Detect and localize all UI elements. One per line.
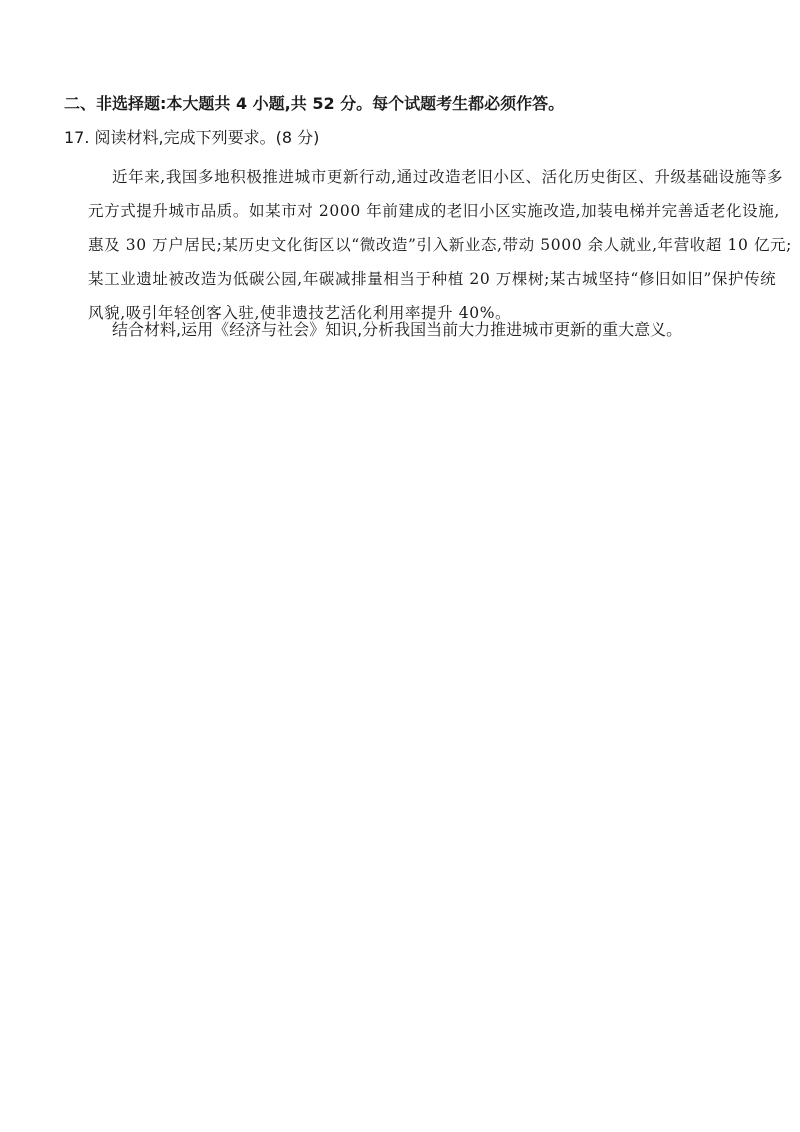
question-instruction: 结合材料,运用《经济与社会》知识,分析我国当前大力推进城市更新的重大意义。 — [112, 320, 683, 339]
material-line: 某工业遗址被改造为低碳公园,年碳减排量相当于种植 20 万棵树;某古城坚持“修旧如旧”保护传统 — [88, 270, 777, 288]
material-line: 元方式提升城市品质。如某市对 2000 年前建成的老旧小区实施改造,加装电梯并完善适老化设施, — [88, 202, 780, 220]
question-title: 17. 阅读材料,完成下列要求。(8 分) — [64, 128, 320, 147]
material-line: 风貌,吸引年轻创客入驻,使非遗技艺活化利用率提升 40%。 — [88, 304, 512, 322]
material-passage — [88, 160, 793, 330]
material-line: 惠及 30 万户居民;某历史文化街区以“微改造”引入新业态,带动 5000 余人就业,年营收超 10 亿元; — [88, 236, 793, 254]
material-line: 近年来,我国多地积极推进城市更新行动,通过改造老旧小区、活化历史街区、升级基础设施等多 — [112, 168, 784, 186]
section-heading: 二、非选择题:本大题共 4 小题,共 52 分。每个试题考生都必须作答。 — [64, 94, 565, 113]
